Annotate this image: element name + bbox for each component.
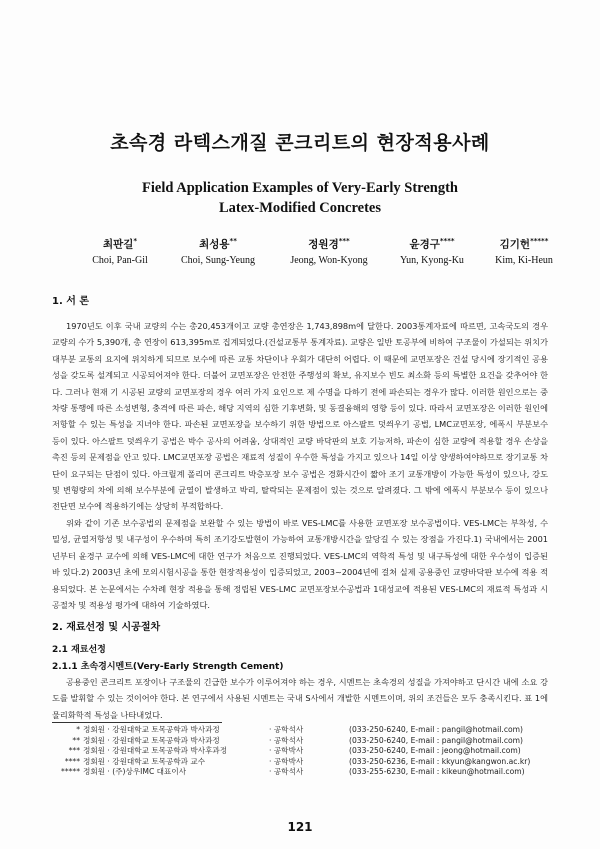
subsection-heading-material-selection: 2.1 재료선정 [52, 645, 106, 655]
footnote-degree: · 공학석사 [269, 725, 304, 734]
author-2-name-en: Choi, Sung-Yeung [181, 254, 255, 266]
page-number: 121 [287, 820, 313, 834]
english-title [0, 178, 600, 218]
footnote-mark: * [76, 725, 80, 734]
author-4-mark: **** [439, 237, 455, 245]
footnote-contact: (033-250-6240, E-mail : jeong@hotmail.com) [349, 746, 521, 756]
footnote-4 [60, 757, 540, 768]
korean-title: 초속경 라텍스개질 콘크리트의 현장적용사례 [110, 132, 490, 154]
footnote-affiliation: 정회원 · 강원대학교 토목공학과 박사과정 [83, 725, 220, 734]
section-heading-introduction: 1. 서 론 [52, 296, 90, 307]
introduction-body [52, 318, 548, 613]
footnote-1 [60, 725, 540, 736]
footnote-degree: · 공학박사 [269, 756, 304, 766]
author-2-mark: ** [229, 237, 237, 245]
author-4-name-en: Yun, Kyong-Ku [400, 254, 464, 266]
footnote-affiliation: 정회원 · 강원대학교 토목공학과 박사과정 [83, 735, 220, 745]
author-1-mark: * [133, 237, 138, 245]
footnote-affiliation: 정회원 · 강원대학교 토목공학과 박사후과정 [83, 746, 228, 756]
introduction-paragraph-2: 위와 같이 기존 보수공법의 문제점을 보완할 수 있는 방법이 바로 VES-LMC를 사용한 교면포장 보수공법이다. VES-LMC는 부착성, 수밀성, 균열저항성 및 내구성이 우수하며 특히 조기강도발현이 가능하여 교통개방시간을 앞당길 수 있는 장점을 가진다.1) 국내에서는 2001년부터 윤경구 교수에 의해 VES-LMC에 대한 연구가 처음으로 진행되었다. VES-LMC의 역학적 특성 및 내구특성에 대한 우수성이 입증된 바 있다.2) 2003년 초에 모의시험시공을 통한 현장적용성이 입증되었고, 2003~2004년에 걸쳐 실제 공용중인 교량바닥판 보수에 적용 적용되었다. 본 논문에서는 수차례 현장 적용을 통해 정립된 VES-LMC 교면포장보수공법과 1대성교에 적용된 VES-LMC의 재료적 특성과 시공절차 및 적용성 평가에 대하여 기술하였다. [52, 517, 548, 610]
materials-body [52, 674, 548, 723]
author-5 [480, 233, 568, 268]
footnote-3 [60, 746, 540, 757]
author-2 [162, 233, 274, 268]
footnote-mark: ***** [61, 767, 80, 777]
footnote-degree: · 공학석사 [269, 735, 304, 745]
footnote-mark: **** [64, 756, 80, 766]
author-5-name-ko: 김기헌 [499, 238, 531, 251]
footnote-degree: · 공학박사 [269, 746, 304, 756]
author-4-name-ko: 윤경구 [409, 238, 440, 251]
footnote-mark: ** [72, 735, 80, 745]
footnote-divider [52, 722, 222, 723]
author-5-mark: ***** [530, 237, 549, 245]
footnote-contact: (033-255-6230, E-mail : kikeun@hotmail.com) [349, 767, 525, 777]
materials-paragraph: 공용중인 콘크리트 포장이나 구조물의 긴급한 보수가 이루어져야 하는 경우, 시멘트는 초속경의 성질을 가져야하고 단시간 내에 소요 강도를 발휘할 수 있는 것이어야 한다. 본 연구에서 사용된 시멘트는 국내 S사에서 개발한 시멘트이며, 위의 조건들은 모두 충족시킨다. 표 1에 물리화학적 특성을 나타내었다. [52, 677, 548, 720]
footnote-affiliation: 정회원 · (주)상우IMC 대표이사 [83, 767, 187, 777]
introduction-paragraph-1: 1970년도 이후 국내 교량의 수는 총20,453개이고 교량 총연장은 1,743,898m에 달한다. 2003통계자료에 따르면, 고속국도의 경우 교량의 수가 5,390개, 총 연장이 613,395m로 집계되었다.(건설교통부 통계자료). 교량은 일반 토공부에 비하여 구조물이 가설되는 위치가 대부분 교통의 요지에 위치하게 되므로 보수에 따른 교통 차단이나 우회가 대단히 어렵다. 이 때문에 교면포장은 건설 당시에 장기적인 공용성을 갖도록 설계되고 시공되어져야 한다. 더불어 교면포장은 안전한 주행성의 확보, 유지보수 빈도 최소화 등의 특별한 요건을 갖추어야 한다. 그러나 현재 기 시공된 교량의 교면포장의 경우 여러 가지 요인으로 제 수명을 다하기 전에 파손되는 경우가 많다. 이러한 원인으로는 중차량 통행에 따른 소성변형, 충격에 따른 파손, 해당 지역의 심한 기후변화, 및 동결융해의 영향 등이 있다. 따라서 교면포장은 이러한 원인에 저항할 수 있는 특성을 지녀야 한다. 파손된 교면포장을 보수하기 위한 방법으로 아스팔트 덧씌우기 공법, LMC교면포장, 에폭시 부분보수 등이 있다. 아스팔트 덧씌우기 공법은 박수 공사의 어려움, 상대적인 교량 바닥판의 보호 기능저하, 파손이 심한 교량에 적용할 경우 손상을 촉진 등의 문제점을 안고 있다. LMC교면포장 공법은 재료적 성질이 우수한 특성을 가지고 있으나 14일 이상 양생하여야하므로 장기교통 차단이 요구되는 단점이 있다. 아크릴계 폴리머 콘크리트 박층포장 보수 공법은 경화시간이 짧아 조기 교통개방이 가능한 특성이 있으나, 강도 및 변형량의 차에 의해 보수부분에 균열이 발생하고 박리, 탈락되는 문제점이 있는 것으로 알려졌다. 그 밖에 에폭시 부분보수 등이 있으나 전단면 보수에 적용하기에는 상당히 부적합하다. [52, 321, 548, 512]
footnote-contact: (033-250-6240, E-mail : pangil@hotmail.com) [349, 725, 523, 734]
section-heading-materials: 2. 재료선정 및 시공절차 [52, 622, 161, 633]
english-title-line-1: Field Application Examples of Very-Early Strength [142, 180, 458, 196]
footnote-5 [60, 767, 540, 778]
author-5-name-en: Kim, Ki-Heun [495, 254, 553, 266]
author-3-name-ko: 정원경 [308, 238, 339, 251]
footnotes [60, 725, 540, 778]
author-2-name-ko: 최성용 [199, 238, 230, 251]
english-title-line-2: Latex-Modified Concretes [218, 200, 381, 216]
author-1-name-en: Choi, Pan-Gil [92, 254, 148, 266]
author-4 [384, 233, 480, 268]
footnote-contact: (033-250-6236, E-mail : kkyun@kangwon.ac.kr) [349, 756, 531, 766]
author-3-name-en: Jeong, Won-Kyong [290, 254, 368, 266]
footnote-contact: (033-250-6240, E-mail : pangil@hotmail.com) [349, 735, 523, 745]
author-1 [78, 233, 162, 268]
author-1-name-ko: 최판길 [102, 238, 134, 251]
footnote-mark: *** [68, 746, 80, 756]
subsection-heading-cement: 2.1.1 초속경시멘트(Very-Early Strength Cement) [52, 662, 284, 672]
author-3-mark: *** [338, 237, 350, 245]
footnote-affiliation: 정회원 · 강원대학교 토목공학과 교수 [83, 756, 206, 766]
author-3 [274, 233, 384, 268]
footnote-2 [60, 736, 540, 747]
author-list [0, 233, 600, 273]
footnote-degree: · 공학석사 [269, 767, 304, 777]
